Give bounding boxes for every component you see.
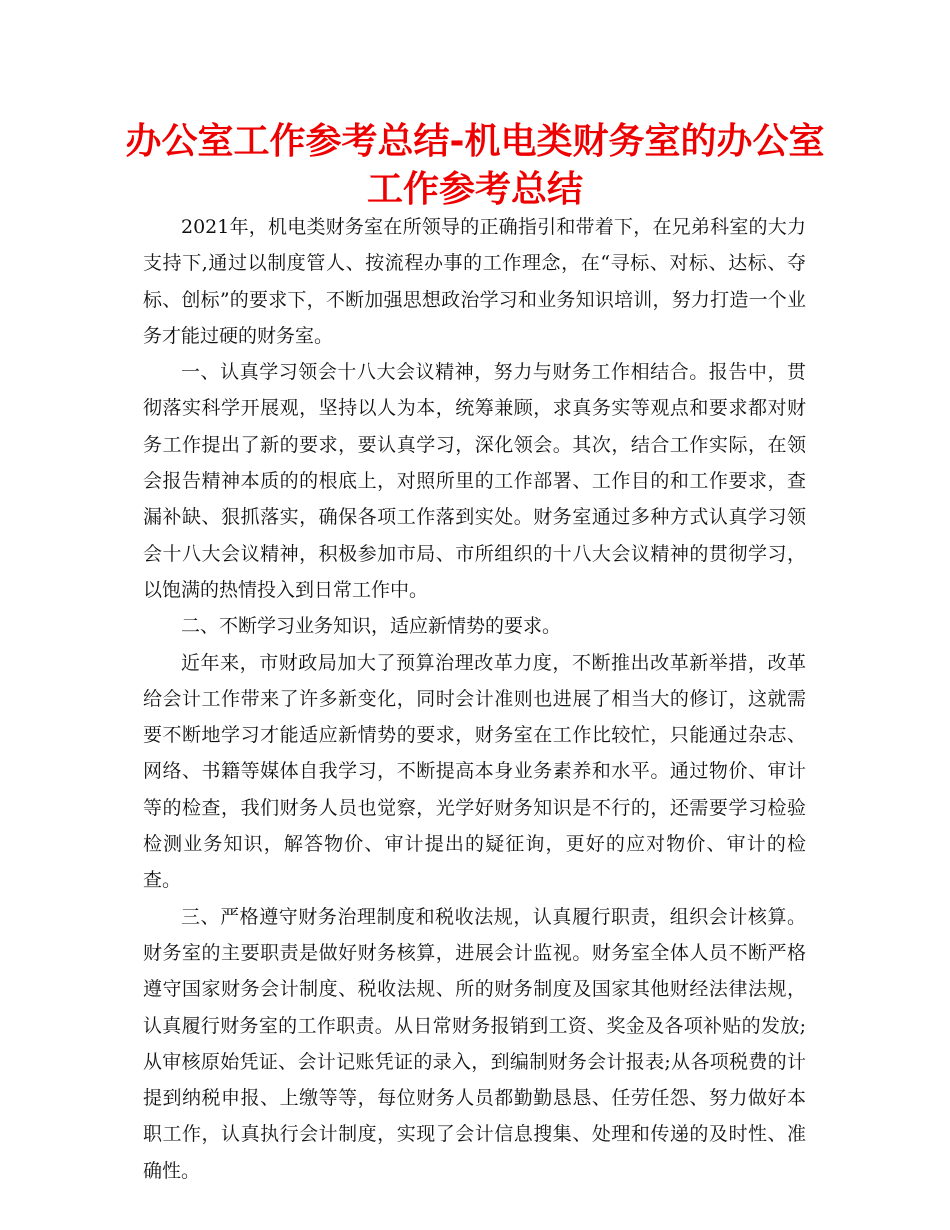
document-title: 办公室工作参考总结-机电类财务室的办公室工作参考总结 <box>125 121 825 210</box>
paragraph-section-2-body: 近年来，市财政局加大了预算治理改革力度，不断推出改革新举措，改革给会计工作带来了许多新变化，同时会计准则也进展了相当大的修订，这就需要不断地学习才能适应新情势的要求，财务室在工作比较忙，只能通过杂志、网络、书籍等媒体自我学习，不断提高本身业务素养和水平。通过物价、审计等的检查，我们财务人员也觉察，光学好财务知识是不行的，还需要学习检验检测业务知识，解答物价、审计提出的疑征询，更好的应对物价、审计的检查。 <box>143 651 806 892</box>
paragraph-section-3: 三、严格遵守财务治理制度和税收法规，认真履行职责，组织会计核算。财务室的主要职责是做好财务核算，进展会计监视。财务室全体人员不断严格遵守国家财务会计制度、税收法规、所的财务制度及国家其他财经法律法规，认真履行财务室的工作职责。从日常财务报销到工资、奖金及各项补贴的发放;从审核原始凭证、会计记账凭证的录入，到编制财务会计报表;从各项税费的计提到纳税申报、上缴等等，每位财务人员都勤勤恳恳、任劳任怨、努力做好本职工作，认真执行会计制度，实现了会计信息搜集、处理和传递的及时性、准确性。 <box>143 905 806 1182</box>
paragraph-section-2-heading: 二、不断学习业务知识，适应新情势的要求。 <box>181 615 562 638</box>
paragraph-intro: 2021年，机电类财务室在所领导的正确指引和带着下，在兄弟科室的大力支持下,通过以制度管人、按流程办事的工作理念，在“寻标、对标、达标、夺标、创标”的要求下，不断加强思想政治学习和业务知识培训，努力打造一个业务才能过硬的财务室。 <box>143 216 806 347</box>
paragraph-section-1: 一、认真学习领会十八大会议精神，努力与财务工作相结合。报告中，贯彻落实科学开展观，坚持以人为本，统筹兼顾，求真务实等观点和要求都对财务工作提出了新的要求，要认真学习，深化领会。其次，结合工作实际，在领会报告精神本质的的根底上，对照所里的工作部署、工作目的和工作要求，查漏补缺、狠抓落实，确保各项工作落到实处。财务室通过多种方式认真学习领会十八大会议精神，积极参加市局、市所组织的十八大会议精神的贯彻学习，以饱满的热情投入到日常工作中。 <box>143 361 806 601</box>
document-body <box>143 209 806 1189</box>
